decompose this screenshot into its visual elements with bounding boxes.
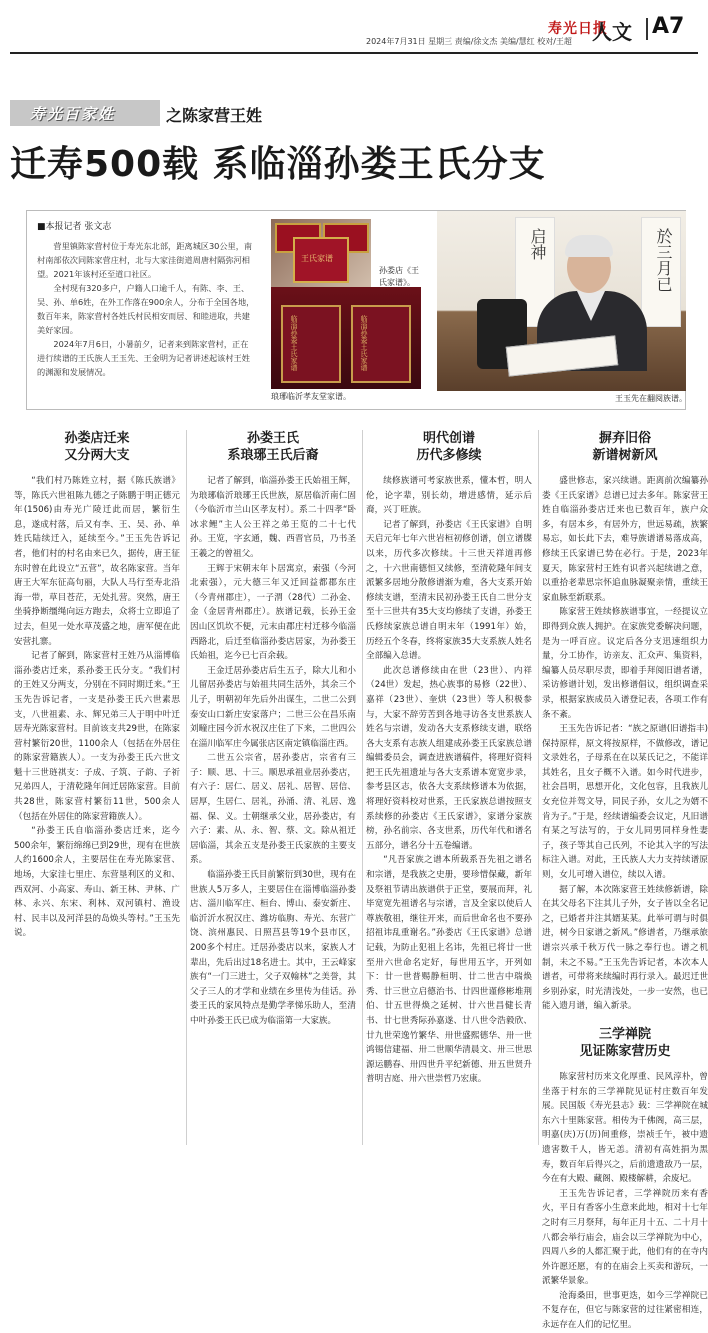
person-hair	[565, 235, 613, 257]
book-title: 临淄孙娄王氏家谱	[360, 315, 368, 371]
column-subtitle: 之陈家营王姓	[166, 106, 263, 125]
header-divider	[646, 18, 648, 40]
photo-caption: 王玉先在翻阅族谱。	[615, 394, 687, 403]
article-paragraph: 记者了解到，孙娄店《王氏家谱》自明天启元年七年六世岩桓初修创谱，创立谱牒以来，历代多次修续。十三世天祥道再修之，十六世南德恒又续修，至清乾隆年间支派繁多居地分散修谱渐为难，各大支系开始修续支谱，至清末民初孙娄王氏自二世分支至十三世共有35大支均修续了支谱，孙娄王氏修续家族总谱自明末年（1991年）始，历经五个冬春，终将家族35大支系族人姓名全部编入总谱。	[366, 519, 532, 662]
article-paragraph: 记者了解到，临淄孙娄王氏始祖王辉，为琅琊临沂琅琊王氏世族，原居临沂南仁固（今临沂市兰山区孝友村）。系二十四孝“卧冰求鲤”主人公王祥之弟王览的二十七代孙。王览，字玄通，魏、西晋官员，乃书圣王羲之的曾祖父。	[190, 476, 356, 559]
section-name: 人文	[592, 20, 632, 44]
article-paragraph: 陈家营村历来文化厚重、民风淳朴，曾坐落于村东的三学禅院见证村庄数百年发展。民国版《寿光县志》载：三学禅院在城东六十里陈家营。相传为千佛阁，高三层，明嘉(庆)万(历)间重修，崇祯壬午，被中遗遗害数千人，皆无恙。清初有高姓捐为黑寿，数百年后得兴之，后前遗遗敌乃一层，今在有大殿、藏阁、殿楼解耕，余废圮。	[542, 1071, 708, 1185]
article-paragraph: “孙娄王氏自临淄孙娄店迁来，迄今500余年，繁衍绵绵已到29世，现有在世族人约1600余人，主要居住在寿光陈家营、地场，大家洼七里庄、东营垦利区的义和、西双河、小高家、寿山、新王林、尹林、广林、永兴、东宋、利林、双河镇村、渔设村、民丰以及河洋县的岛焕头等村。”王玉先说。	[14, 826, 180, 939]
masthead	[0, 0, 708, 58]
genealogy-books-photo	[271, 287, 421, 389]
genealogy-book	[281, 305, 341, 383]
article-column-4	[542, 430, 708, 1331]
article-paragraph: 二世五公宗省，居孙娄店，宗省有三子：顺、思、十三。顺思承祖业居孙娄店，有六子：居仁、居义、居礼、居智、居信、居厚，生居仁、居礼，孙涌、清、礼居、逸福、保、义。士朝继承父业，居孙娄店，有六子：素、从、永、智、蔡、文。除从祖迁居临淄，其余五支是孙娄王氏家族的主要支系。	[190, 753, 356, 866]
article-paragraph: 王辉于宋朝末年卜居寓京，索强（今河北索强），元大德三年又迁回益都郡东庄（今青州郡庄），一子渭（28代）二孙金、金（金居青州郡庄）。族谱记载，长孙王金因山区饥坎不便，元末由郡庄村迁移今临淄西路北，后迁至临淄孙娄店居家，为孙娄王氏始祖，迄今已七百余载。	[190, 563, 356, 662]
calligraphy-scroll	[641, 217, 681, 327]
column-divider	[538, 430, 539, 1145]
column-tag	[10, 100, 160, 126]
article-paragraph: 陈家营王姓续修族谱事宜，一经提议立即得到众族人拥护。在家族党委解决问题，是为一呼百应。议定后各分支迅速组织力量，分工协作，访亲友、汇众声、集资料，编纂人员尽职尽责，即着手拜阅旧谱者谱，采访修谱计划，发出修谱倡议，组织调查采录，根据家族成员入谱登记表，各项工作有条不紊。	[542, 607, 708, 720]
article-paragraph: 续修族谱可考家族世系，懂本哲，明人伦，论字辈，别长幼，增进感情，延示后裔，兴丁旺族。	[366, 476, 532, 516]
intro-paragraph: 2024年7月6日，小暑前夕，记者来到陈家营村，正在进行续谱的王氏族人王玉先、王金明为记者讲述起该村王姓的渊源和发展情况。	[37, 339, 250, 377]
photo-caption: 孙娄店《王氏家谱》。	[379, 266, 419, 287]
portrait-photo	[437, 211, 686, 391]
section-heading: 孙娄王氏 系琅琊王氏后裔	[227, 431, 319, 463]
photo-caption: 琅琊临沂孝友堂家谱。	[271, 392, 351, 401]
calligraphy-text: 启神	[528, 228, 547, 260]
section-heading: 三学禅院 见证陈家营历史	[579, 1026, 671, 1059]
section-heading: 摒弃旧俗 新谱树新风	[592, 431, 658, 463]
page-title: 迁寿500载 系临淄孙娄王氏分支	[10, 144, 546, 185]
genealogy-book	[351, 305, 411, 383]
intro-paragraph: 全村现有320多户，户籍人口逾千人，有陈、李、王、吴、孙、单6姓，在外工作落在900余人，分布于全国各地，数百年来，陈家营村各姓氏村民相安而居、和睦进取，共建美好家园。	[37, 283, 255, 335]
article-paragraph: “凡吾家族之谱本所载系吾先祖之谱名和宗谱，是我族之史册，要珍惜保藏，新年及祭祖节请出族谱供于正堂，要展而拜，礼毕宽宽先祖谱名与宗谱，言及全家以使后人尊族敬祖，继往开来，而后世命名也不要孙招祖讳乱重谢名。”孙娄店《王氏家谱》总谱记载，为防止犯祖上名讳，先祖已将廿一世至卅六世命名定好，每世用五字，开列如下：廿一世普赐静桓明、廿二世吉中瑞焕秀、廿三世立启德治书、廿四世谨修彬堆荆伯、廿五世得焕之延树、廿六世昌健长青书、廿七世秀际孙嘉遂、廿八世令浩毅欣、廿九世荣逸竹繁华、卅世盛熙德华、卅一世鸿锡信建福、卅二世顺华清晨文、卅三世思源运鹏春、卅四世升平纪新德、卅五世贤升普明吉庭、卅六世崇哲乃宏康。	[366, 855, 532, 1085]
book-title: 临淄孙娄王氏家谱	[290, 315, 298, 371]
article-paragraph: 王金迁居孙娄店后生五子，除大儿和小儿留居孙娄店与始祖共同生活外，其余三个儿子，明朝初年先后外出谋生，二世二公到泰安山口新庄安家落户；二世三公在昌乐南刘疃庄园今沂水祝汉庄住了下来，二世四公在淄川临军庄今属张店区南定镇临淄庄西。	[190, 665, 356, 749]
page-number: A7	[652, 14, 685, 39]
intro-text	[37, 239, 255, 379]
article-paragraph: 临淄孙娄王氏目前繁衍到30世，现有在世族人5万多人，主要居住在淄博临淄孙娄店、淄川临军庄、桓台、博山、泰安新庄、临沂沂水祝汉庄、潍坊临朐、寿光、东营广饶、滨州惠民、日照莒县等19个县市区，200多个村庄。迁居孙娄店以来，家族人才辈出，先后出过18名进士。其中，王云峰家族有“一门三进士，父子双翰林”之美誉，其父子三人的才学和业绩在乡里传为佳话。孙娄王氏的家风特点是勤学孝悌乐助人，至清中叶孙娄王氏已成为临淄第一大家族。	[190, 870, 356, 1026]
genealogy-cover-main	[293, 237, 349, 283]
reporter-byline: ■本报记者 张文志	[37, 222, 112, 232]
article-paragraph: 王玉先告诉记者：“族之原谱(旧谱指丰)保持原样，原文将按原样，不做修改，谱记文录姓名，子母系在在以某氏记之，不能详其姓名，且女子概不入谱。如今时代进步，社会昌明，思想开化，文化包容，且我族儿女充位并驾文导，同民子孙，女儿之为婿不肯为子。”于是，经续谱编委会议定，凡旧谱有某之写法写的，于女儿同男同样身性妻子，孩子等其自己氏列，不论其入字的写法标注入谱。对此，王氏族人大力支持续谱原则，女儿可增入谱位，续以入谱。	[542, 724, 708, 881]
article-paragraph: 记者了解到，陈家营村王姓乃从淄博临淄孙娄店迁来，系孙娄王氏分支。“我们村的王姓又分两支，分别在不同时期迁来。”王玉先告诉记者，一支是孙娄王氏六世素思支，八世祖素、永、辉兄弟三人于明中叶迁居寿光陈家营村。目前该支共29世，在陈家营村繁衍20世，1100余人（包括在外居住的陈家营籍族人）。一支为孙娄王氏六世文魁十三世琏祺支：子成、子筑、子韵、子祈兄弟四人，于清乾隆年间迁居陈家营。目前共28世，陈家营村繁衍11世，500余人（包括在外居住的陈家营籍族人）。	[14, 651, 180, 822]
date-line: 2024年7月31日 星期三 责编/徐文杰 美编/慧红 校对/王超	[366, 37, 572, 46]
article-paragraph: 此次总谱修续由在世（23世）、内祥（24世）发起，热心族事的易修（22世）、嘉祥（23世）、奎烘（23世）等人积极参与，大家不辞劳苦到各地寻访各支世系族人姓名与宗谱，发动各大支系修续支谱，联络各大支系有志族人组建成孙娄王氏家族总谱编辑委员会，调查进族谱稿件，将理好资料把王氏先祖遗址与各大支系谱本宽宽步录，参考县区志，依各大支系续修谱本为依据，将理好资料校对世系，王氏家族总谱按照支系续修的孙娄店《王氏家谱》，家谱分家族榜，孙名前宗、各支世系，历代年代和谱名五部分，谱名分十五卷编谱。	[366, 665, 532, 851]
header-rule	[10, 52, 698, 54]
article-paragraph: 据了解，本次陈家营王姓续修新谱，除在其父母名下注其儿子外，女子皆以全名记之，已婚者并注其婿某某。此举可谓与时俱进，树今日家谱之新风。”修谱者，乃继承旅谱宗兴承千秋万代一脉之奉行也。谱之机制，未之不易。”王玉先告诉记者，本次本人谱者，可带将来续编时再行录入。最迟迁世乡别孙家，时光清浅处，一步一安然，也已能入遗月谱，编入新录。	[542, 884, 708, 1012]
article-paragraph: 盛世修志，家兴续谱。距离前次编纂孙娄《王氏家谱》总谱已过去多年。陈家营王姓自临淄孙娄店迁来也已数百年，族户众多，有居本乡，有居外方，世远易疏，族繁易忘，如长此下去，难导族谱谱易落成高，修续王氏家谱已势在必行。于是，2023年夏天，陈家营村王姓有识者兴起续谱之意，以重拾老辈思宗怀追血脉凝聚亲情，重续王家血脉至新联系。	[542, 476, 708, 603]
section-heading: 孙娄店迁来 又分两大支	[64, 431, 130, 463]
section-heading: 明代创谱 历代多修续	[416, 431, 482, 463]
article-paragraph: 王玉先告诉记者，三学禅院历来有香火，平日有香客小生意来此地，相对十七年之时有三月祭拜，每年正月十五、二十月十八都会举行庙会，庙会以三学禅院为中心，四周八乡的人都汇聚于此，他们有的在寺内外许愿还愿，有的在庙会上买卖和游玩，一派繁华景象。	[542, 1188, 708, 1287]
newspaper-logo: 寿光日报	[548, 21, 608, 37]
article-column-1	[14, 430, 180, 941]
article-paragraph: 沧海桑田，世事更迭，如今三学禅院已不复存在，但它与陈家营的过往紧密相连，永远存在人们的记忆里。	[542, 1290, 708, 1331]
article-paragraph: “我们村乃陈姓立村，据《陈氏族谱》等，陈氏六世祖陈九德之子陈鹏于明正德元年(1506)由寿光广陵迁此而居，繁衍生息，遂成村落，后又有李、王、吴、孙、单姓氏陆续迁入，延续至今。”王玉先告诉记者，他们村的村名由来已久，据传，唐王征东时曾在此设立“五营”，故名陈家营。当年唐王大军东征高句丽，大队人马行至寿北沿海一带，草目苍茫，无处扎营。突然，唐王坐骑挣断缰绳向远方跑去，众将士立即追了过去，但见一处水草茂盛之地，唐军便在此安营扎寨。	[14, 476, 180, 647]
article-column-3	[366, 430, 532, 1087]
calligraphy-text: 於三月已	[654, 228, 673, 292]
genealogy-cover-title: 王氏家谱	[301, 254, 333, 263]
column-divider	[186, 430, 187, 1145]
article-column-2	[190, 430, 356, 1029]
intro-paragraph: 营里镇陈家营村位于寿光东北部，距离城区30公里，南村南部依次同陈家营庄村，北与大家洼街道周唐村隔弥河相望。2021年该村还至道口社区。	[37, 241, 253, 279]
column-tag-label: 寿光百家姓	[30, 105, 116, 123]
feature-box	[26, 210, 686, 410]
column-divider	[362, 430, 363, 1145]
